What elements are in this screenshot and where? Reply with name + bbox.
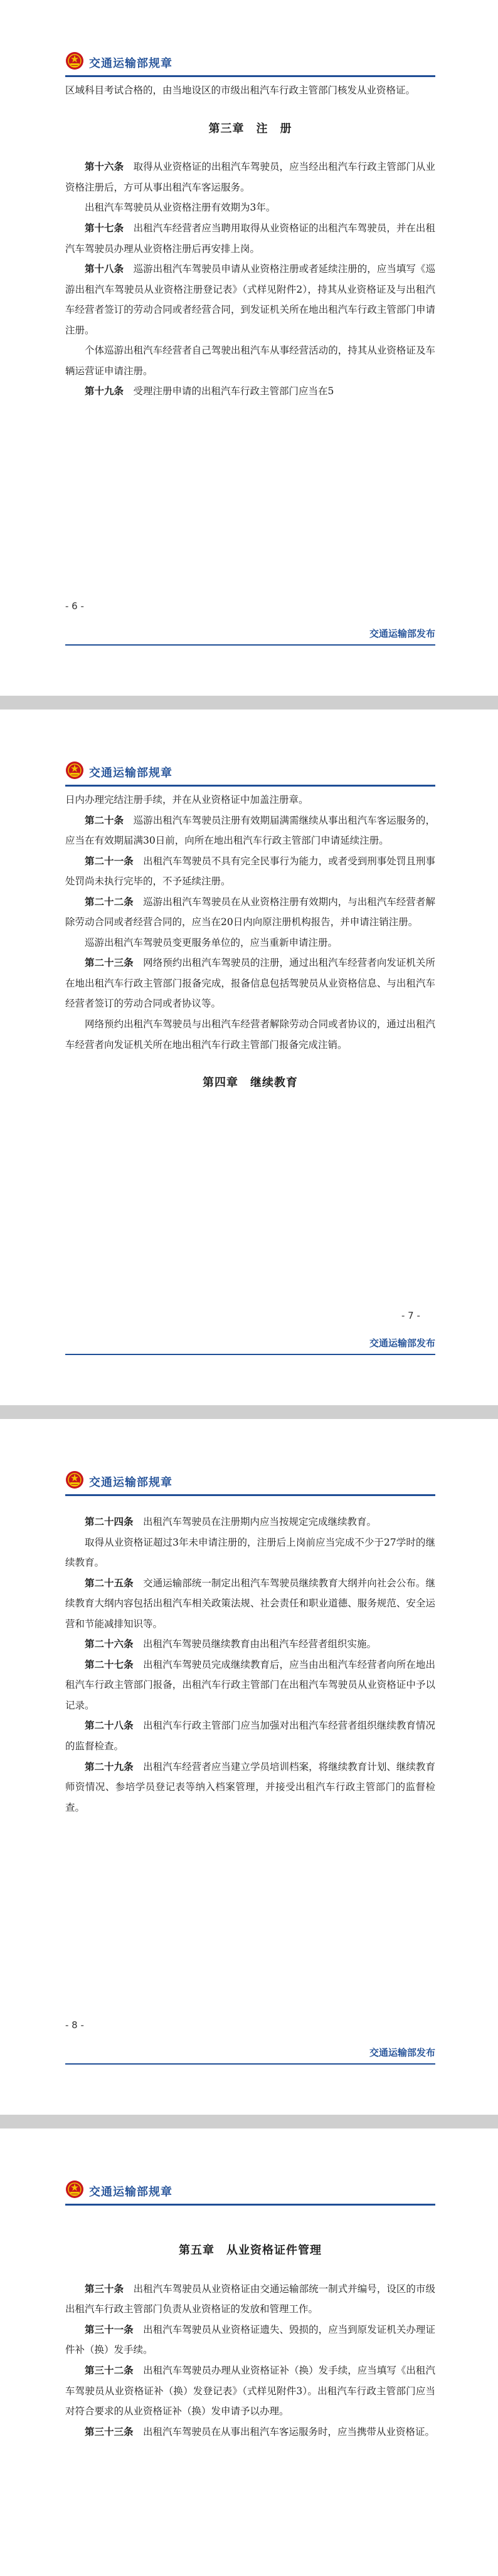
paragraph: 巡游出租汽车驾驶员变更服务单位的，应当重新申请注册。: [85, 936, 338, 948]
page-8: [0, 1419, 498, 2115]
article-paragraph: 第二十九条 出租汽车经营者应当建立学员培训档案，将继续教育计划、继续教育师资情况、参培学员登记表等纳入档案管理，并接受出租汽车行政主管部门的监督检查。: [65, 1760, 435, 1813]
article-number: 第三十一条: [85, 2323, 134, 2335]
chapter-heading: 第四章 继续教育: [203, 1076, 298, 1090]
article-number: 第十六条: [85, 160, 124, 173]
article-paragraph: 第二十三条 网络预约出租汽车驾驶员的注册，通过出租汽车经营者向发证机关所在地出租汽车行政主管部门报备完成，报备信息包括驾驶员从业资格信息、与出租汽车经营者签订的劳动合同或者协议等。: [65, 956, 435, 1010]
article-paragraph: 第十六条 取得从业资格证的出租汽车驾驶员，应当经出租汽车行政主管部门从业资格注册后，方可从事出租汽车客运服务。: [65, 160, 435, 193]
page-6: [0, 0, 498, 696]
header-title: 交通运输部规章: [89, 767, 172, 780]
chapter-heading: 第三章 注 册: [208, 122, 292, 135]
article-paragraph: 第二十一条 出租汽车驾驶员不具有完全民事行为能力，或者受到刑事处罚且刑事处罚尚未执行完毕的，不予延续注册。: [65, 854, 435, 887]
paragraph: 日内办理完结注册手续，并在从业资格证中加盖注册章。: [65, 794, 309, 805]
article-paragraph: 第三十条 出租汽车驾驶员从业资格证由交通运输部统一制式并编号，设区的市级出租汽车行政主管部门负责从业资格证的发放和管理工作。: [65, 2282, 435, 2315]
article-paragraph: 第十八条 巡游出租汽车驾驶员申请从业资格注册或者延续注册的，应当填写《巡游出租汽车驾驶员从业资格注册登记表》（式样见附件2），持其从业资格证及与出租汽车经营者签订的劳动合同或者经营合同，到发证机关所在地出租汽车行政主管部门申请注册。: [65, 263, 435, 336]
page-number: - 7 -: [401, 1310, 420, 1321]
article-paragraph: 第三十一条 出租汽车驾驶员从业资格证遗失、毁损的，应当到原发证机关办理证件补（换）发手续。: [65, 2323, 435, 2356]
article-paragraph: 第二十二条 巡游出租汽车驾驶员在从业资格注册有效期内，与出租汽车经营者解除劳动合同或者经营合同的，应当在20日内向原注册机构报告，并申请注销注册。: [65, 895, 435, 928]
page-body: [65, 2223, 435, 2442]
article-number: 第三十条: [85, 2282, 124, 2295]
page-header: [65, 1467, 435, 1496]
header-title: 交通运输部规章: [89, 1476, 172, 1489]
publisher-footer: 交通运输部发布: [65, 1336, 435, 1355]
article-number: 第二十三条: [85, 956, 134, 969]
header-title: 交通运输部规章: [89, 57, 172, 70]
article-number: 第二十一条: [85, 854, 134, 867]
article-number: 第二十二条: [85, 895, 134, 908]
publisher-footer: 交通运输部发布: [65, 627, 435, 646]
article-number: 第三十二条: [85, 2364, 134, 2376]
national-emblem-icon: [65, 1470, 84, 1489]
page-header: [65, 757, 435, 787]
article-paragraph: 第二十四条 出租汽车驾驶员在注册期内应当按规定完成继续教育。: [85, 1516, 377, 1527]
page-7: [0, 709, 498, 1405]
paragraph: 网络预约出租汽车驾驶员与出租汽车经营者解除劳动合同或者协议的，通过出租汽车经营者向发证机关所在地出租汽车行政主管部门报备完成注销。: [65, 1018, 435, 1050]
article-number: 第十八条: [85, 263, 124, 275]
page-9: [0, 2128, 498, 2576]
article-paragraph: 第二十条 巡游出租汽车驾驶员注册有效期届满需继续从事出租汽车客运服务的，应当在有效期届满30日前，向所在地出租汽车行政主管部门申请延续注册。: [65, 814, 435, 847]
paragraph: 出租汽车驾驶员从业资格注册有效期为3年。: [85, 202, 276, 214]
article-paragraph: 第三十二条 出租汽车驾驶员办理从业资格证补（换）发手续，应当填写《出租汽车驾驶员从业资格证补（换）发登记表》（式样见附件3）。出租汽车行政主管部门应当对符合要求的从业资格证补（换）发申请予以办理。: [65, 2364, 435, 2417]
article-paragraph: 第三十三条 出租汽车驾驶员在从事出租汽车客运服务时，应当携带从业资格证。: [85, 2425, 435, 2437]
paragraph: 取得从业资格证超过3年未申请注册的，注册后上岗前应当完成不少于27学时的继续教育。: [65, 1536, 435, 1569]
article-paragraph: 第二十六条 出租汽车驾驶员继续教育由出租汽车经营者组织实施。: [85, 1638, 377, 1650]
article-paragraph: 第二十七条 出租汽车驾驶员完成继续教育后，应当由出租汽车经营者向所在地出租汽车行政主管部门报备，出租汽车行政主管部门在出租汽车驾驶员从业资格证中予以记录。: [65, 1658, 435, 1711]
article-number: 第二十五条: [85, 1576, 134, 1589]
header-title: 交通运输部规章: [89, 2186, 172, 2199]
publisher-footer: 交通运输部发布: [65, 2046, 435, 2065]
page-header: [65, 2176, 435, 2206]
page-body: [65, 1512, 435, 1818]
article-number: 第二十条: [85, 814, 124, 826]
article-number: 第十七条: [85, 221, 124, 234]
article-paragraph: 第二十八条 出租汽车行政主管部门应当加强对出租汽车经营者组织继续教育情况的监督检查。: [65, 1719, 435, 1752]
chapter-heading: 第五章 从业资格证件管理: [179, 2244, 322, 2257]
article-number: 第二十六条: [85, 1638, 134, 1650]
page-header: [65, 48, 435, 77]
article-number: 第二十四条: [85, 1516, 134, 1527]
national-emblem-icon: [65, 2180, 84, 2199]
paragraph: 区域科目考试合格的，由当地设区的市级出租汽车行政主管部门核发从业资格证。: [65, 85, 416, 96]
national-emblem-icon: [65, 51, 84, 70]
page-body: [65, 80, 435, 402]
article-number: 第二十七条: [85, 1658, 134, 1670]
national-emblem-icon: [65, 761, 84, 780]
page-number: - 8 -: [65, 2019, 84, 2031]
article-paragraph: 第二十五条 交通运输部统一制定出租汽车驾驶员继续教育大纲并向社会公布。继续教育大纲内容包括出租汽车相关政策法规、社会责任和职业道德、服务规范、安全运营和节能减排知识等。: [65, 1576, 435, 1630]
article-number: 第二十八条: [85, 1719, 134, 1732]
page-number: - 6 -: [65, 600, 84, 612]
article-number: 第十九条: [85, 385, 124, 397]
article-paragraph: 第十七条 出租汽车经营者应当聘用取得从业资格证的出租汽车驾驶员，并在出租汽车驾驶员办理从业资格注册后再安排上岗。: [65, 221, 435, 254]
article-paragraph: 第十九条 受理注册申请的出租汽车行政主管部门应当在5: [85, 385, 334, 397]
paragraph: 个体巡游出租汽车经营者自己驾驶出租汽车从事经营活动的，持其从业资格证及车辆运营证申请注册。: [65, 345, 435, 377]
page-body: [65, 790, 435, 1111]
article-number: 第三十三条: [85, 2425, 134, 2437]
article-number: 第二十九条: [85, 1760, 134, 1772]
